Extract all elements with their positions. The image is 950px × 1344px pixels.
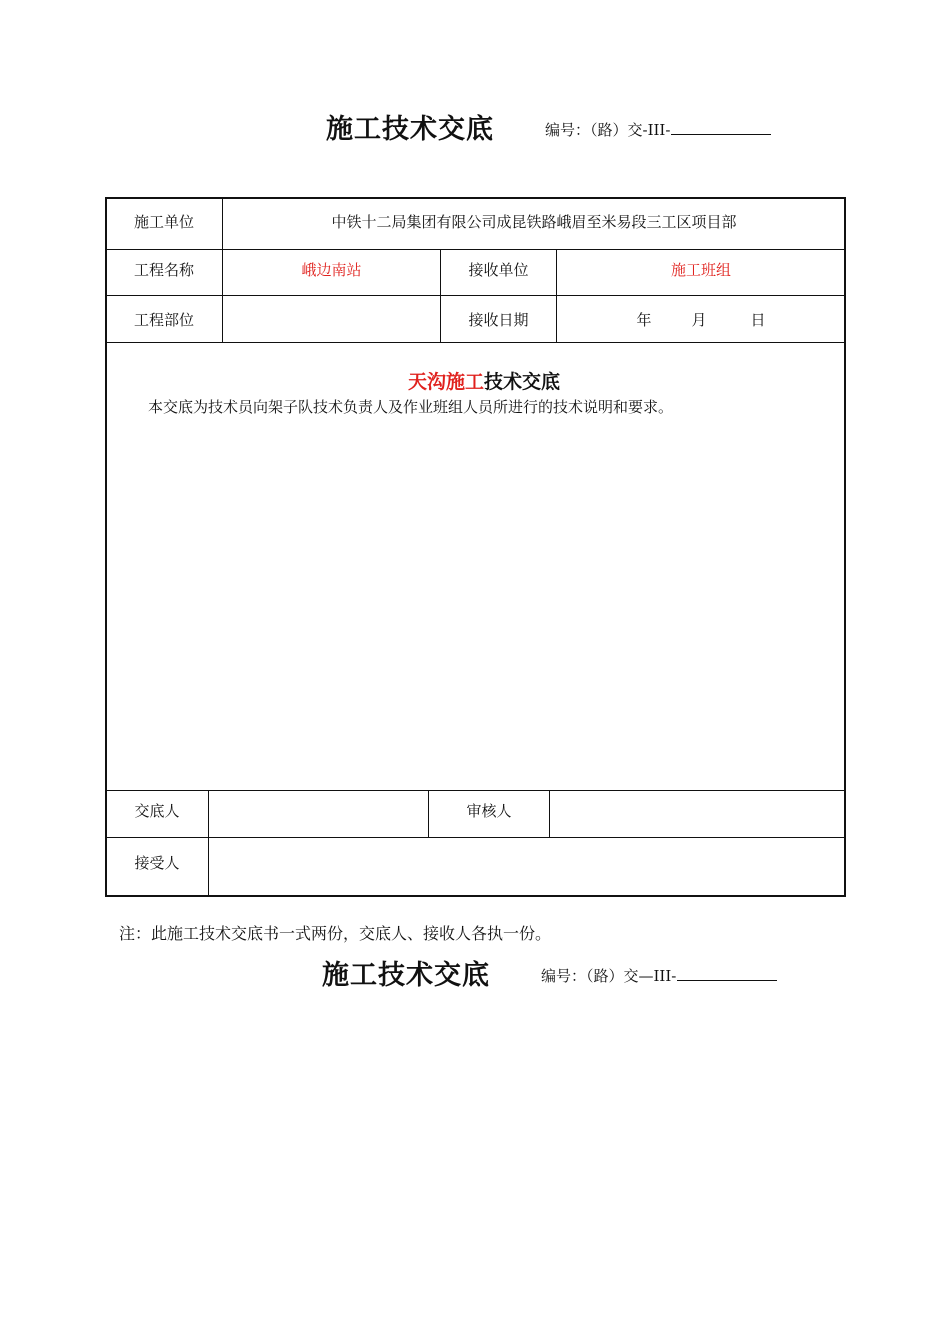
page2-document-code-blank[interactable] xyxy=(677,978,777,981)
body-title-topic: 天沟施工 xyxy=(408,371,485,393)
document-code-blank[interactable] xyxy=(671,132,771,135)
reviewer-value[interactable] xyxy=(550,791,845,837)
project-part-label: 工程部位 xyxy=(133,310,194,329)
receiver-unit-value[interactable]: 施工班组 xyxy=(670,260,731,279)
presenter-value[interactable] xyxy=(209,791,428,837)
presenter-label: 交底人 xyxy=(134,801,180,820)
project-name-label: 工程名称 xyxy=(133,260,194,279)
receiver-unit-label: 接收单位 xyxy=(468,260,529,279)
page2-document-code-label: 编号：（路）交—III- xyxy=(541,967,677,985)
project-part-value[interactable] xyxy=(223,296,440,342)
page2-title: 施工技术交底 xyxy=(322,960,490,991)
page-title: 施工技术交底 xyxy=(326,114,494,145)
unit-value[interactable]: 中铁十二局集团有限公司成昆铁路峨眉至米易段三工区项目部 xyxy=(331,212,737,231)
unit-label: 施工单位 xyxy=(133,212,194,231)
page2-document-code xyxy=(541,965,777,986)
reviewer-label: 审核人 xyxy=(466,801,512,820)
disclosure-body-text: 本交底为技术员向架子队技术负责人及作业班组人员所进行的技术说明和要求。 xyxy=(148,398,674,416)
date-day: 日 xyxy=(750,310,766,329)
acceptor-value[interactable] xyxy=(209,838,845,895)
disclosure-body-title xyxy=(408,367,560,394)
date-month: 月 xyxy=(691,310,707,329)
receive-date-label: 接收日期 xyxy=(468,310,529,329)
document-code xyxy=(545,119,771,140)
acceptor-label: 接受人 xyxy=(134,853,180,872)
receive-date-value[interactable] xyxy=(557,296,845,342)
date-year: 年 xyxy=(636,310,652,329)
body-title-suffix: 技术交底 xyxy=(484,371,561,393)
form-note: 注：此施工技术交底书一式两份，交底人、接收人各执一份。 xyxy=(119,924,552,943)
project-name-value[interactable]: 峨边南站 xyxy=(301,260,362,279)
document-code-label: 编号：（路）交-III- xyxy=(545,121,671,139)
